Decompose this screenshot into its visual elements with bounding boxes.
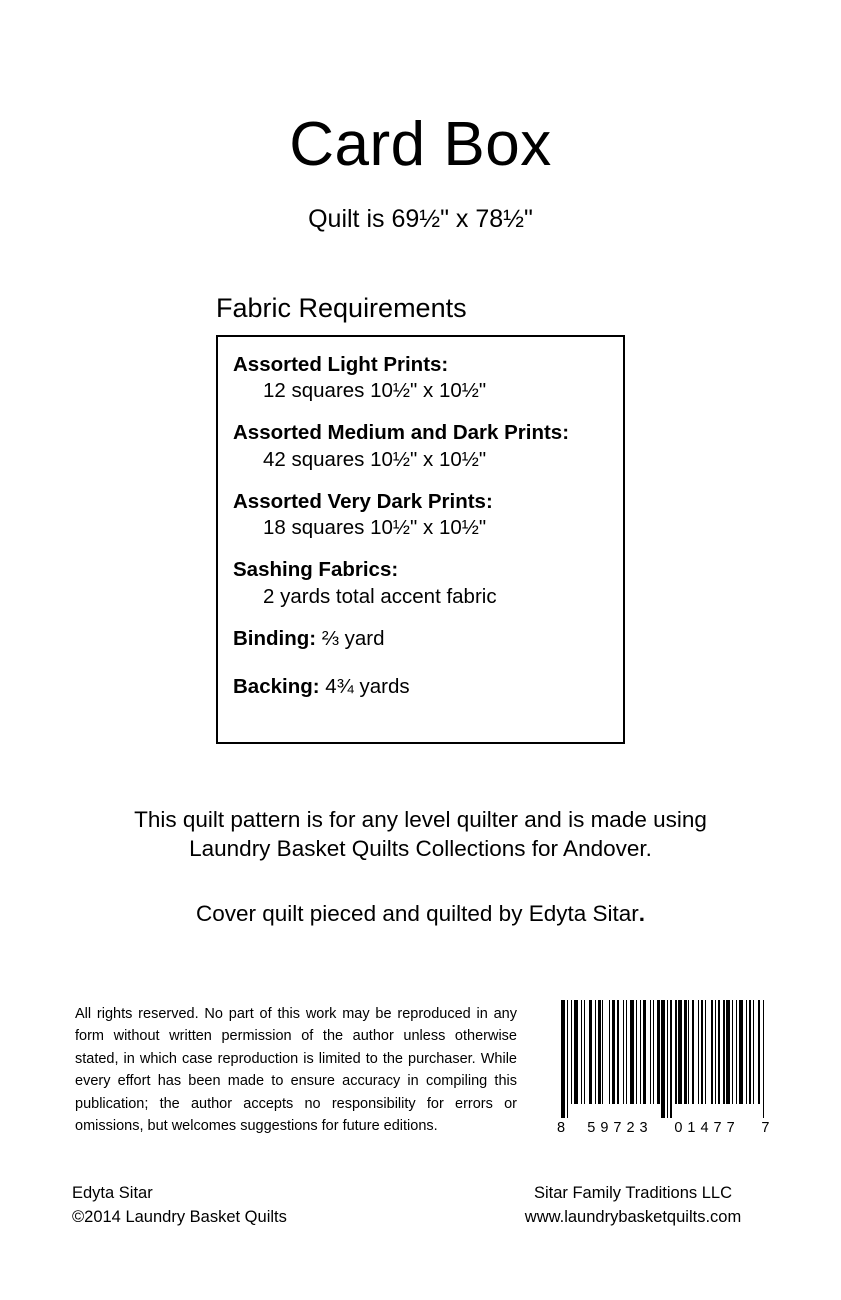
barcode-digits-group-1: 59723 [587, 1120, 653, 1136]
barcode-bars [561, 1000, 766, 1118]
author-name: Edyta Sitar [72, 1184, 153, 1202]
fabric-item-label-text: Backing: [233, 675, 320, 699]
barcode [557, 1000, 770, 1136]
barcode-gap [764, 1000, 765, 1118]
fabric-item-detail: 2 yards total accent fabric [263, 584, 497, 608]
list-item [233, 557, 623, 609]
copyright-line: ©2014 Laundry Basket Quilts [72, 1207, 287, 1226]
fabric-requirements-heading: Fabric Requirements [216, 293, 467, 323]
website-url: www.laundrybasketquilts.com [524, 1207, 742, 1226]
fabric-item-detail: 12 squares 10½" x 10½" [263, 379, 487, 403]
barcode-digits-group-2: 01477 [674, 1120, 740, 1136]
list-item [233, 489, 623, 541]
fabric-item-label [233, 626, 623, 652]
credit-paragraph [0, 899, 841, 928]
description-line-1: This quilt pattern is for any level quilter and is made using [134, 807, 707, 832]
fabric-item-label [233, 674, 623, 700]
page-title: Card Box [289, 110, 552, 179]
list-item [233, 420, 623, 472]
fabric-item-label: Assorted Light Prints: [233, 353, 449, 376]
fabric-item-label: Assorted Medium and Dark Prints: [233, 421, 570, 445]
list-item [233, 352, 623, 404]
legal-notice: All rights reserved. No part of this work may be reproduced in any form without written permission of the author unless otherwise stated, in which case reproduction is limited to the purchaser. While every effort has been made to ensure accuracy in compiling this publication; the author accepts no responsibility for errors or omissions, but welcomes suggestions for future editions. [75, 1006, 517, 1135]
credit-period: . [638, 901, 646, 926]
fabric-item-label-text: Binding: [233, 626, 317, 650]
fabric-item-detail: 42 squares 10½" x 10½" [263, 447, 487, 471]
fabric-requirements-list [233, 352, 623, 700]
fabric-item-value: ⅔ yard [321, 626, 385, 650]
barcode-digit-left: 8 [557, 1120, 566, 1136]
credit-line: Cover quilt pieced and quilted by Edyta Sitar [195, 901, 639, 926]
description-line-2: Laundry Basket Quilts Collections for Andover. [189, 836, 652, 862]
fabric-item-label: Sashing Fabrics: [233, 558, 399, 582]
list-item [233, 626, 623, 652]
fabric-item-value: 4¾ yards [325, 675, 410, 699]
footer-right [488, 1182, 778, 1230]
footer-left [72, 1182, 287, 1230]
barcode-digit-right: 7 [761, 1120, 770, 1136]
description-paragraph [0, 805, 841, 864]
barcode-digits [557, 1120, 770, 1136]
list-item [233, 674, 623, 700]
quilt-size-subtitle: Quilt is 69½" x 78½" [308, 205, 533, 233]
fabric-item-detail: 18 squares 10½" x 10½" [263, 516, 487, 540]
company-name: Sitar Family Traditions LLC [533, 1184, 733, 1202]
fabric-item-label: Assorted Very Dark Prints: [233, 489, 493, 513]
